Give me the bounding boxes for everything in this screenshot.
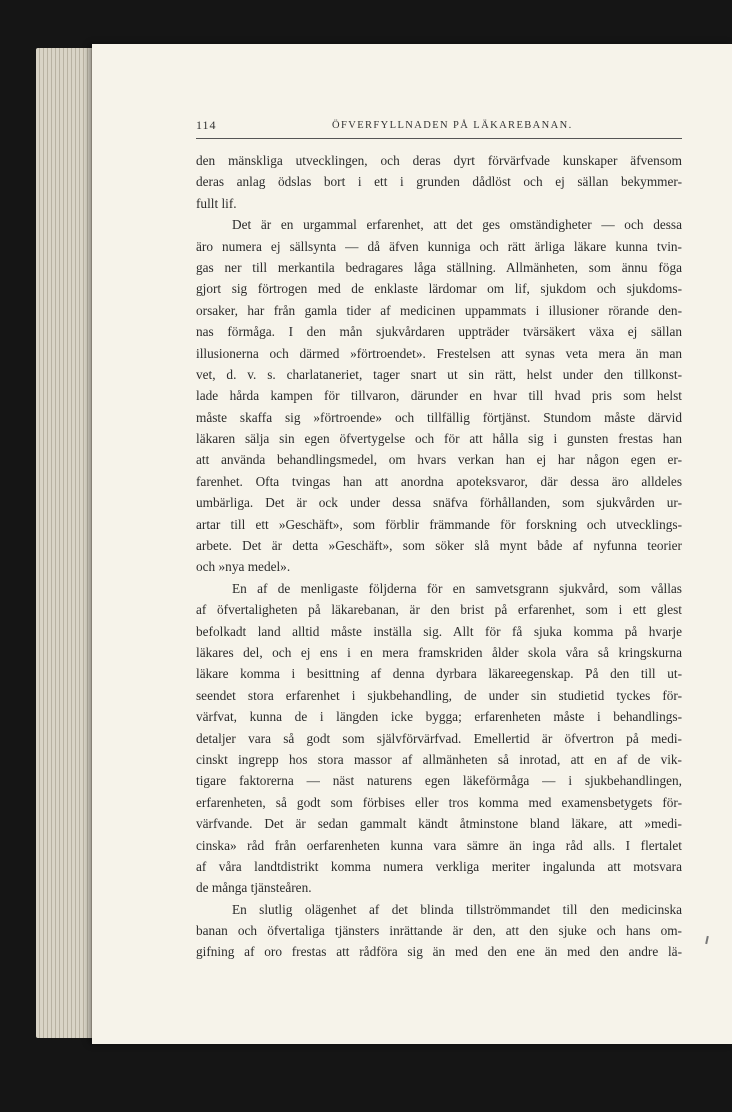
running-head [196, 118, 682, 139]
text-line: fullt lif. [196, 195, 237, 211]
text-line: banan och öfvertaliga tjänsters inrättande är den, att den sjuke och hans om- [196, 923, 682, 939]
text-line: cinskt ingrepp hos stora massor af allmänheten så inrotad, att en af de vik- [196, 751, 682, 767]
text-line: läkare komma i besittning af denna dyrbara läkareegenskap. På den till ut- [196, 666, 682, 682]
page-number: 114 [196, 118, 217, 132]
text-line: att använda behandlingsmedel, om hvars verkan han ej har någon egen er- [196, 452, 682, 468]
text-line: de många tjänsteåren. [196, 880, 312, 896]
text-line: läkares del, och ej ens i en mera framskriden ålder skola våra så kringskurna [196, 644, 682, 660]
text-line: och »nya medel». [196, 559, 291, 575]
body-text [196, 150, 682, 963]
text-line: vet, d. v. s. charlataneriet, tager snart ut sin rätt, helst under den tillkonst- [196, 366, 682, 382]
text-line: Det är en urgammal erfarenhet, att det ges omständigheter — och dessa [232, 217, 682, 233]
text-line: En af de menligaste följderna för en samvetsgrann sjukvård, som vållas [232, 580, 682, 596]
text-line: detaljer vara så godt som självförvärfvad. Emellertid är öfvertron på medi- [196, 730, 682, 746]
text-line: den mänskliga utvecklingen, och deras dyrt förvärfvade kunskaper äfvensom [196, 153, 682, 168]
text-line: artar till ett »Geschäft», som förblir främmande för forskning och utvecklings- [196, 516, 682, 532]
text-line: seendet stora erfarenhet i sjukbehandling, de under sin studietid tyckes för- [196, 687, 682, 703]
text-line: nas förmåga. I den mån sjukvårdaren uppträder tvärsäkert växa ej sällan [196, 324, 682, 340]
text-line: erfarenheten, så godt som förbises eller tros komma med examensbetygets för- [196, 794, 682, 810]
running-title: ÖFVERFYLLNADEN PÅ LÄKAREBANAN. [332, 120, 573, 131]
text-line: orsaker, har från gamla tider af medicinen uppammats i illusioner rörande den- [196, 302, 682, 318]
text-line: umbärliga. Det är ock under dessa snäfva förhållanden, som sjukvården ur- [196, 495, 682, 511]
text-line: gjort sig förtrogen med de enklaste lärdomar om lif, sjukdom och sjukdoms- [196, 281, 682, 297]
text-line: cinska» råd från oerfarenheten kunna vara sämre än inga råd alls. I flertalet [196, 837, 682, 853]
text-line: En slutlig olägenhet af det blinda tillströmmandet till den medicinska [232, 901, 682, 917]
text-line: äro numera ej sällsynta — då äfven kunniga och rätt ärliga läkare kunna tvin- [196, 238, 682, 254]
text-line: arbete. Det är detta »Geschäft», som söker slå mynt både af nyfunna teorier [196, 538, 682, 554]
text-line: farenhet. Ofta tvingas han att anordna apoteksvaror, där dessa äro alldeles [196, 473, 682, 489]
text-line: deras anlag ödslas bort i ett i grunden dådlöst och ej sällan bekymmer- [196, 174, 682, 190]
text-line: af våra landtdistrikt komma numera verkliga meriter ingalunda att motsvara [196, 858, 682, 874]
text-line: tigare faktorerna — näst naturens egen läkeförmåga — i sjukbehandlingen, [196, 773, 682, 789]
text-line: gas ner till merkantila bedragares låga ställning. Allmänheten, som ännu föga [196, 259, 682, 275]
text-line: värfvande. Det är sedan gammalt kändt åtminstone bland läkare, att »medi- [196, 816, 682, 832]
text-line: lade hårda kampen för tillvaron, därunder en hvar till hvad pris som helst [196, 388, 682, 404]
text-line: illusionerna och därmed »förtroendet». Frestelsen att synas veta mera än man [196, 345, 682, 361]
text-line: gifning af oro frestas att rådföra sig än med den ene än med den andre lä- [196, 944, 682, 960]
text-line: af öfvertaligheten på läkarebanan, är den brist på erfarenhet, som i ett glest [196, 602, 682, 618]
text-line: värfvat, kunna de i längden icke bygga; erfarenheten måste i behandlings- [196, 709, 682, 725]
text-line: befolkadt land alltid måste inställa sig. Allt för få sjuka komma på hvarje [196, 623, 682, 639]
text-line: måste skaffa sig »förtroende» och tillfällig förtjänst. Stundom måste därvid [196, 409, 682, 425]
text-line: läkaren sälja sin egen öfvertygelse och för att hålla sig i gunsten frestas han [196, 431, 682, 447]
